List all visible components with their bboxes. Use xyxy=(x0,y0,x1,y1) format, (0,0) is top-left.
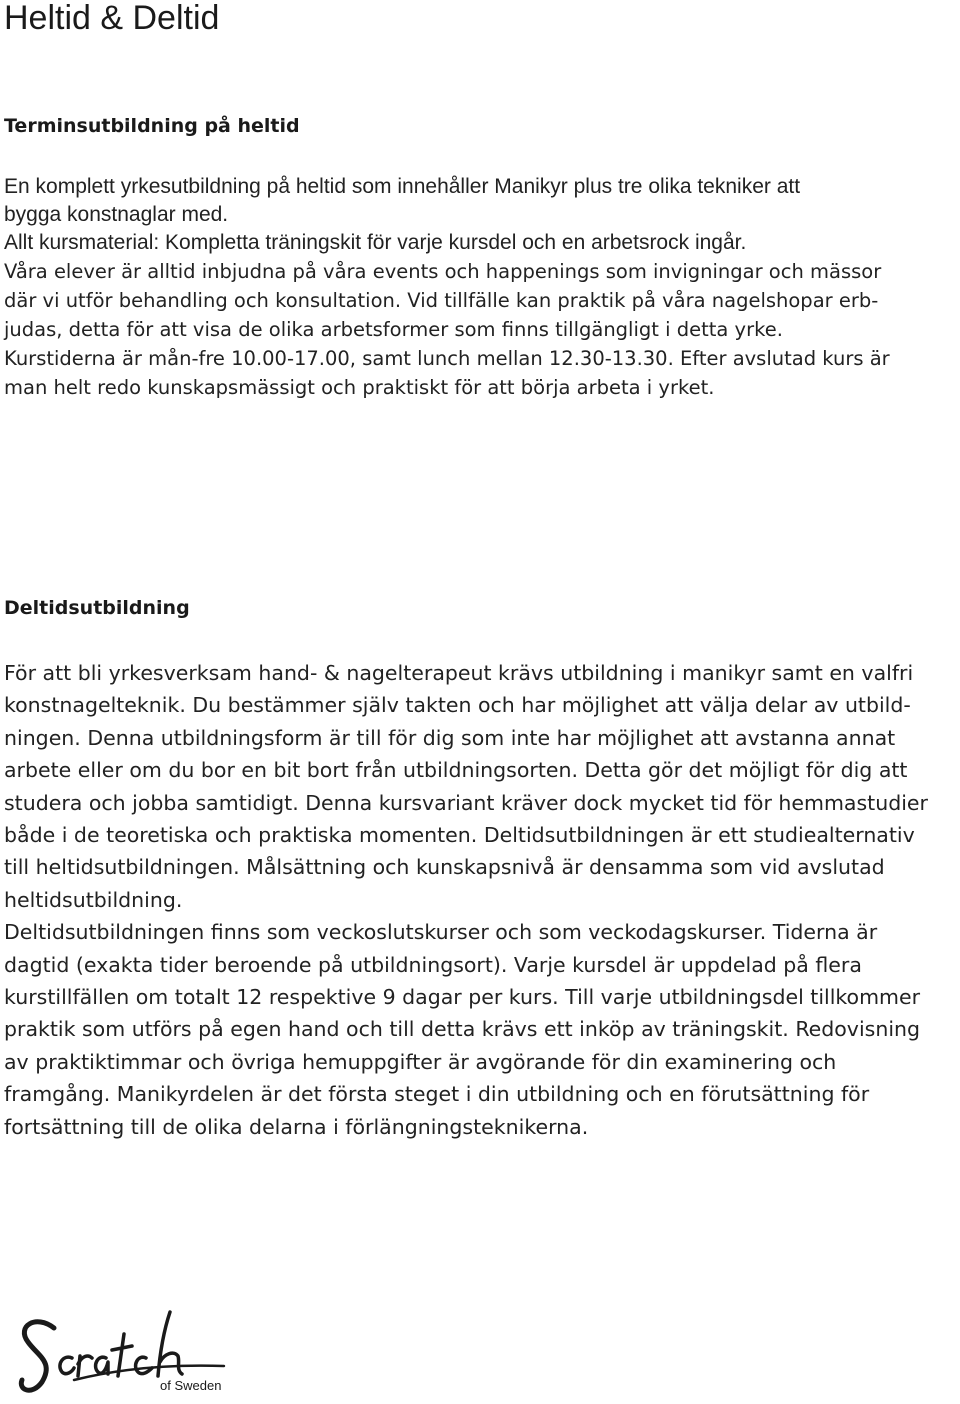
text-line: kurstillfällen om totalt 12 respektive 9 dagar per kurs. Till varje utbildningsdel tillkommer xyxy=(4,985,921,1010)
text-line: praktik som utförs på egen hand och till detta krävs ett inköp av träningskit. Redovisning xyxy=(4,1017,921,1042)
paragraph-deltid xyxy=(4,657,956,1143)
text-line: där vi utför behandling och konsultation. Vid tillfälle kan praktik på våra nagelshopar erb- xyxy=(4,289,879,313)
text-line: studera och jobba samtidigt. Denna kursvariant kräver dock mycket tid för hemmastudier xyxy=(4,790,928,815)
text-line: arbete eller om du bor en bit bort från utbildningsorten. Detta gör det möjligt för dig att xyxy=(4,758,908,783)
text-line: både i de teoretiska och praktiska momenten. Deltidsutbildningen är ett studiealternativ xyxy=(4,823,915,848)
page-title: Heltid & Deltid xyxy=(4,0,220,37)
scratch-logo-icon xyxy=(14,1300,244,1400)
text-line: Kurstiderna är mån-fre 10.00-17.00, samt lunch mellan 12.30-13.30. Efter avslutad kurs är xyxy=(4,347,890,371)
text-line: Deltidsutbildningen finns som veckoslutskurser och som veckodagskurser. Tiderna är xyxy=(4,920,878,945)
text-line: För att bli yrkesverksam hand- & nagelterapeut krävs utbildning i manikyr samt en valfri xyxy=(4,661,914,685)
text-line: bygga konstnaglar med. xyxy=(4,203,229,227)
paragraph-heltid xyxy=(4,172,956,403)
text-line: En komplett yrkesutbildning på heltid som innehåller Manikyr plus tre olika tekniker att xyxy=(4,175,801,198)
scratch-logo xyxy=(14,1300,244,1400)
text-line: fortsättning till de olika delarna i förlängningsteknikerna. xyxy=(4,1114,589,1139)
text-line: ningen. Denna utbildningsform är till för dig som inte har möjlighet att avstanna annat xyxy=(4,725,896,750)
text-line: dagtid (exakta tider beroende på utbildningsort). Varje kursdel är uppdelad på flera xyxy=(4,952,862,977)
text-line: Våra elever är alltid inbjudna på våra events och happenings som invigningar och mässor xyxy=(4,260,882,284)
text-line: heltidsutbildning. xyxy=(4,887,183,912)
text-line: konstnagelteknik. Du bestämmer själv takten och har möjlighet att välja delar av utbild- xyxy=(4,693,911,718)
text-line: judas, detta för att visa de olika arbetsformer som finns tillgängligt i detta yrke. xyxy=(4,318,783,342)
text-line: framgång. Manikyrdelen är det första steget i din utbildning och en förutsättning för xyxy=(4,1082,870,1107)
text-line: Allt kursmaterial: Kompletta träningskit för varje kursdel och en arbetsrock ingår. xyxy=(4,231,747,255)
section-heading-deltid: Deltidsutbildning xyxy=(4,597,190,619)
logo-tagline: of Sweden xyxy=(160,1378,222,1393)
text-line: av praktiktimmar och övriga hemuppgifter är avgörande för din examinering och xyxy=(4,1049,837,1074)
text-line: till heltidsutbildningen. Målsättning och kunskapsnivå är densamma som vid avslutad xyxy=(4,855,885,880)
section-heading-heltid: Terminsutbildning på heltid xyxy=(4,115,300,137)
text-line: man helt redo kunskapsmässigt och praktiskt för att börja arbeta i yrket. xyxy=(4,376,715,400)
